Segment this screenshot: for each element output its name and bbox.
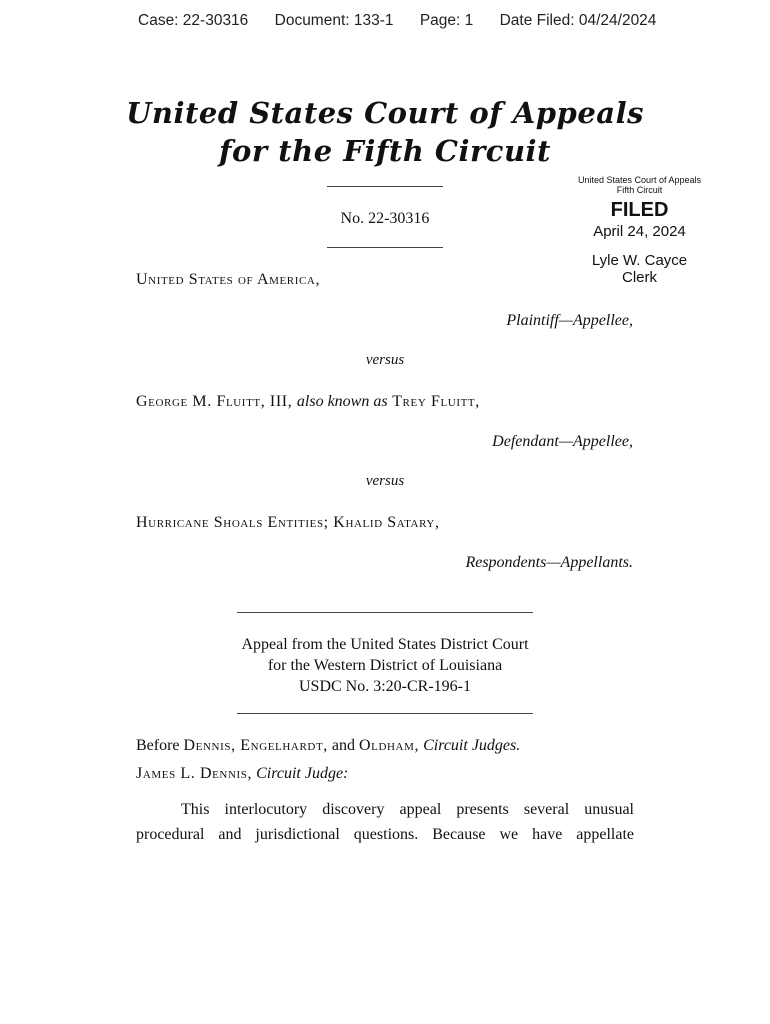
appeal-line2: for the Western District of Louisiana bbox=[267, 657, 503, 674]
plaintiff-name: United States of America, bbox=[136, 271, 321, 288]
panel-last-judge: Oldham, bbox=[358, 737, 420, 754]
panel-line bbox=[136, 737, 520, 755]
respondents-name: Hurricane Shoals Entities; Khalid Satary, bbox=[136, 514, 440, 531]
date-filed: Date Filed: 04/24/2024 bbox=[499, 12, 657, 29]
defendant-aka: also known as bbox=[296, 393, 388, 410]
panel-judges: Dennis, Engelhardt, bbox=[183, 737, 328, 754]
stamp-court-line2: Fifth Circuit bbox=[616, 185, 663, 195]
document-number: Document: 133-1 bbox=[274, 12, 394, 29]
stamp-clerk-name: Lyle W. Cayce bbox=[591, 252, 688, 269]
defendant-name: George M. Fluitt, III, bbox=[136, 393, 293, 410]
panel-title: Circuit Judges. bbox=[423, 737, 521, 754]
versus-2: versus bbox=[365, 473, 405, 489]
defendant-alias: Trey Fluitt, bbox=[392, 393, 480, 410]
divider-top-appeal bbox=[237, 612, 533, 613]
respondents-role: Respondents—Appellants. bbox=[465, 554, 633, 571]
plaintiff-role: Plaintiff—Appellee, bbox=[506, 312, 633, 329]
stamp-status: FILED bbox=[610, 199, 669, 221]
appeal-line3: USDC No. 3:20-CR-196-1 bbox=[298, 678, 471, 695]
panel-before: Before bbox=[136, 737, 180, 754]
author-line bbox=[136, 765, 348, 783]
defendant-line bbox=[136, 393, 480, 411]
stamp-date: April 24, 2024 bbox=[593, 223, 686, 240]
divider-top-docket bbox=[327, 186, 443, 187]
stamp-court-line1: United States Court of Appeals bbox=[577, 175, 702, 185]
divider-bottom-docket bbox=[327, 247, 443, 248]
filed-stamp bbox=[572, 175, 707, 286]
author-name: James L. Dennis, bbox=[136, 765, 253, 782]
stamp-clerk-title: Clerk bbox=[621, 269, 657, 286]
document-header bbox=[138, 12, 678, 30]
court-title-line1: United States Court of Appeals bbox=[126, 96, 644, 130]
opinion-paragraph: This interlocutory discovery appeal presents several unusual procedural and jurisdictional questions. Because we have appellate bbox=[136, 801, 634, 843]
docket-number: No. 22-30316 bbox=[340, 210, 430, 227]
court-title-line2: for the Fifth Circuit bbox=[219, 134, 551, 168]
divider-bottom-appeal bbox=[237, 713, 533, 714]
defendant-role: Defendant—Appellee, bbox=[492, 433, 633, 450]
author-title: Circuit Judge: bbox=[256, 765, 349, 782]
versus-1: versus bbox=[365, 352, 405, 368]
case-number: Case: 22-30316 bbox=[138, 12, 249, 29]
panel-and: and bbox=[331, 737, 355, 754]
page-number: Page: 1 bbox=[419, 12, 474, 29]
appeal-info bbox=[0, 634, 770, 697]
appeal-line1: Appeal from the United States District Court bbox=[241, 636, 529, 653]
